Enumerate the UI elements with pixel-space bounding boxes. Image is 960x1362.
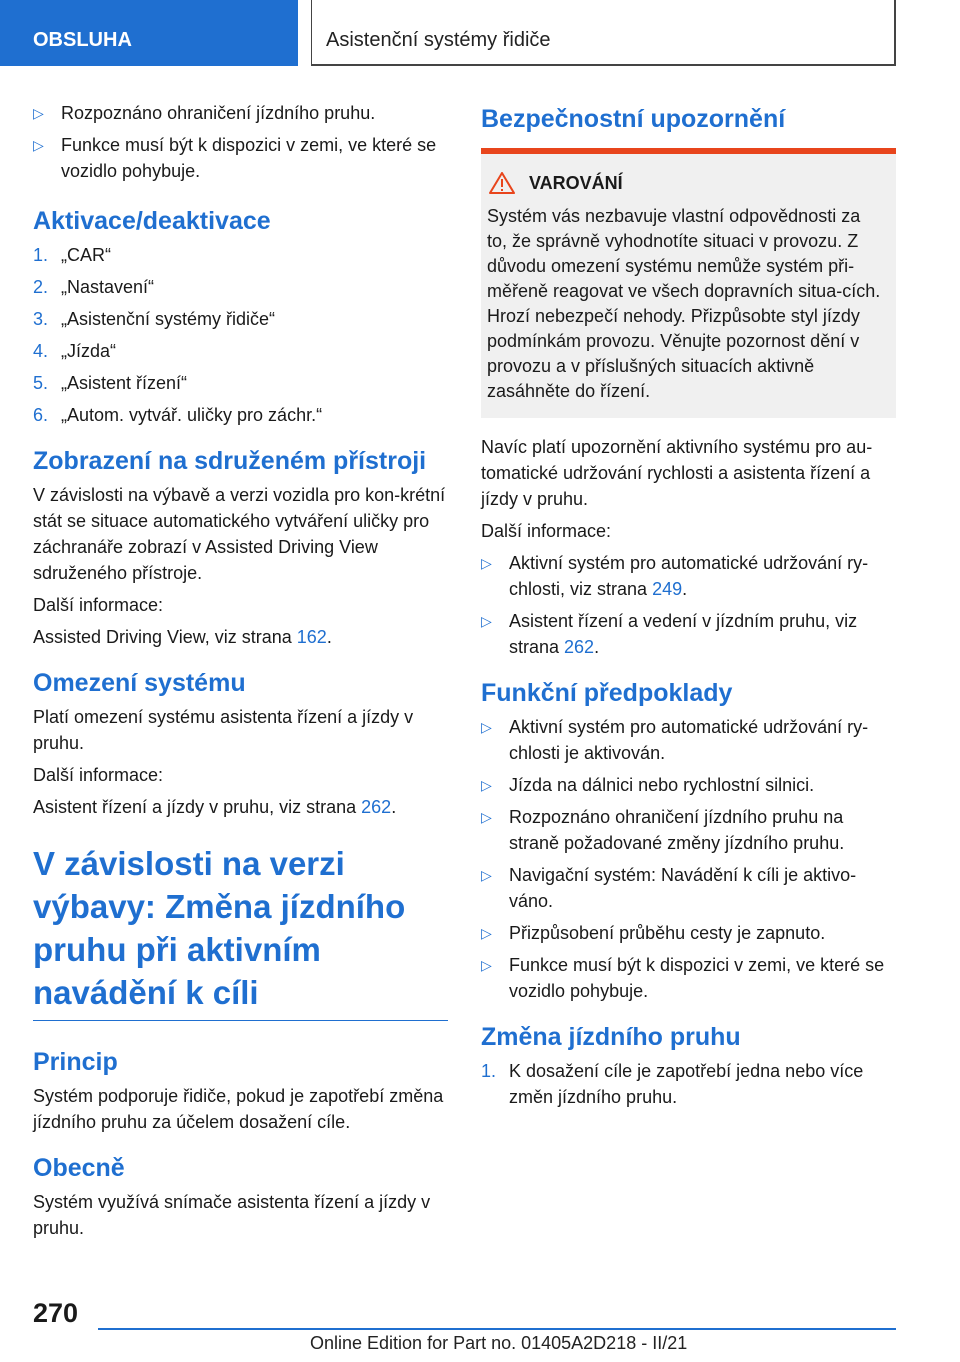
step-item: 3. „Asistenční systémy řidiče“ — [33, 309, 276, 329]
left-column — [33, 100, 448, 1247]
triangle-bullet-icon: ▷ — [481, 867, 492, 883]
step-item: 1. K dosažení cíle je zapotřebí jedna nebo více změn jízdního pruhu. — [481, 1061, 864, 1107]
more-info-label: Další informace: — [33, 765, 164, 785]
cross-reference: Assisted Driving View, viz strana 162. — [33, 627, 332, 647]
triangle-bullet-icon: ▷ — [481, 777, 492, 793]
warning-box — [481, 148, 896, 418]
step-item: 2. „Nastavení“ — [33, 277, 155, 297]
paragraph: V závislosti na výbavě a verzi vozidla pro kon-krétní stát se situace automatického vytváření uličky pro záchranáře zobrazí v Assisted Driving View sdruženého přístroje. — [33, 485, 446, 583]
page-link[interactable]: 262 — [361, 797, 392, 817]
triangle-bullet-icon: ▷ — [481, 555, 492, 571]
warning-text: Systém vás nezbavuje vlastní odpovědnosti za to, že správně vyhodnotíte situaci v provozu. Z důvodu omezení systému nemůže systém při-měřeně reagovat ve všech dopravních situa-cích. Hrozí nebezpečí nehody. Přizpůsobte styl jízdy podmínkám provozu. Věnujte pozornost dění v provozu a v příslušných situacích aktivně zasáhněte do řízení. — [487, 206, 881, 401]
right-column — [481, 100, 896, 1116]
list-item: ▷ Rozpoznáno ohraničení jízdního pruhu na straně požadované změny jízdního pruhu. — [481, 804, 896, 856]
triangle-bullet-icon: ▷ — [33, 105, 44, 121]
step-item: 5. „Asistent řízení“ — [33, 373, 188, 393]
list-item: ▷ Přizpůsobení průběhu cesty je zapnuto. — [481, 920, 896, 946]
section-heading-safety: Bezpečnostní upozornění — [481, 105, 786, 133]
page-link[interactable]: 262 — [564, 637, 595, 657]
list-item: ▷ Navigační systém: Navádění k cíli je aktivo-váno. — [481, 862, 896, 914]
list-item: ▷ Asistent řízení a vedení v jízdním pruhu, viz strana 262. — [481, 608, 896, 660]
warning-triangle-icon — [489, 172, 515, 194]
list-item: ▷ Aktivní systém pro automatické udržování ry-chlosti je aktivován. — [481, 714, 896, 766]
more-info-label: Další informace: — [33, 595, 164, 615]
step-item: 6. „Autom. vytvář. uličky pro záchr.“ — [33, 405, 323, 425]
triangle-bullet-icon: ▷ — [481, 719, 492, 735]
section-heading-limits: Omezení systému — [33, 669, 246, 697]
page-link[interactable]: 162 — [296, 627, 327, 647]
triangle-bullet-icon: ▷ — [481, 925, 492, 941]
cross-reference: Asistent řízení a jízdy v pruhu, viz strana 262. — [33, 797, 397, 817]
list-item: ▷ Funkce musí být k dispozici v zemi, ve které se vozidlo pohybuje. — [33, 132, 448, 184]
list-item: ▷ Rozpoznáno ohraničení jízdního pruhu. — [33, 100, 448, 126]
chapter-heading: V závislosti na verzi výbavy: Změna jízdního pruhu při aktivním navádění k cíli — [33, 842, 448, 1021]
list-item: ▷ Funkce musí být k dispozici v zemi, ve které se vozidlo pohybuje. — [481, 952, 896, 1004]
more-info-label: Další informace: — [481, 521, 612, 541]
paragraph: Navíc platí upozornění aktivního systému pro au-tomatické udržování rychlosti a asistenta řízení a jízdy v pruhu. — [481, 437, 873, 509]
paragraph: Systém využívá snímače asistenta řízení a jízdy v pruhu. — [33, 1192, 431, 1238]
triangle-bullet-icon: ▷ — [481, 957, 492, 973]
section-heading-general: Obecně — [33, 1154, 125, 1182]
section-heading-display: Zobrazení na sdruženém přístroji — [33, 447, 427, 475]
chapter-title: Asistenční systémy řidiče — [311, 0, 896, 66]
triangle-bullet-icon: ▷ — [481, 809, 492, 825]
section-tab: OBSLUHA — [0, 0, 298, 66]
section-heading-prerequisites: Funkční předpoklady — [481, 679, 733, 707]
footer-divider — [98, 1328, 896, 1330]
triangle-bullet-icon: ▷ — [481, 613, 492, 629]
section-heading-principle: Princip — [33, 1048, 118, 1076]
page-number: 270 — [33, 1298, 79, 1328]
list-item: ▷ Jízda na dálnici nebo rychlostní silnici. — [481, 772, 896, 798]
section-heading-activation: Aktivace/deaktivace — [33, 207, 271, 235]
step-item: 1. „CAR“ — [33, 245, 111, 265]
page-link[interactable]: 249 — [652, 579, 683, 599]
list-item: ▷ Aktivní systém pro automatické udržování ry-chlosti, viz strana 249. — [481, 550, 896, 602]
section-heading-lane-change: Změna jízdního pruhu — [481, 1023, 741, 1051]
page-header — [0, 0, 960, 66]
edition-note: Online Edition for Part no. 01405A2D218 - II/21 — [310, 1333, 688, 1353]
paragraph: Systém podporuje řidiče, pokud je zapotřebí změna jízdního pruhu za účelem dosažení cíle. — [33, 1086, 444, 1132]
step-item: 4. „Jízda“ — [33, 341, 117, 361]
warning-title: VAROVÁNÍ — [489, 172, 884, 194]
triangle-bullet-icon: ▷ — [33, 137, 44, 153]
paragraph: Platí omezení systému asistenta řízení a jízdy v pruhu. — [33, 707, 414, 753]
